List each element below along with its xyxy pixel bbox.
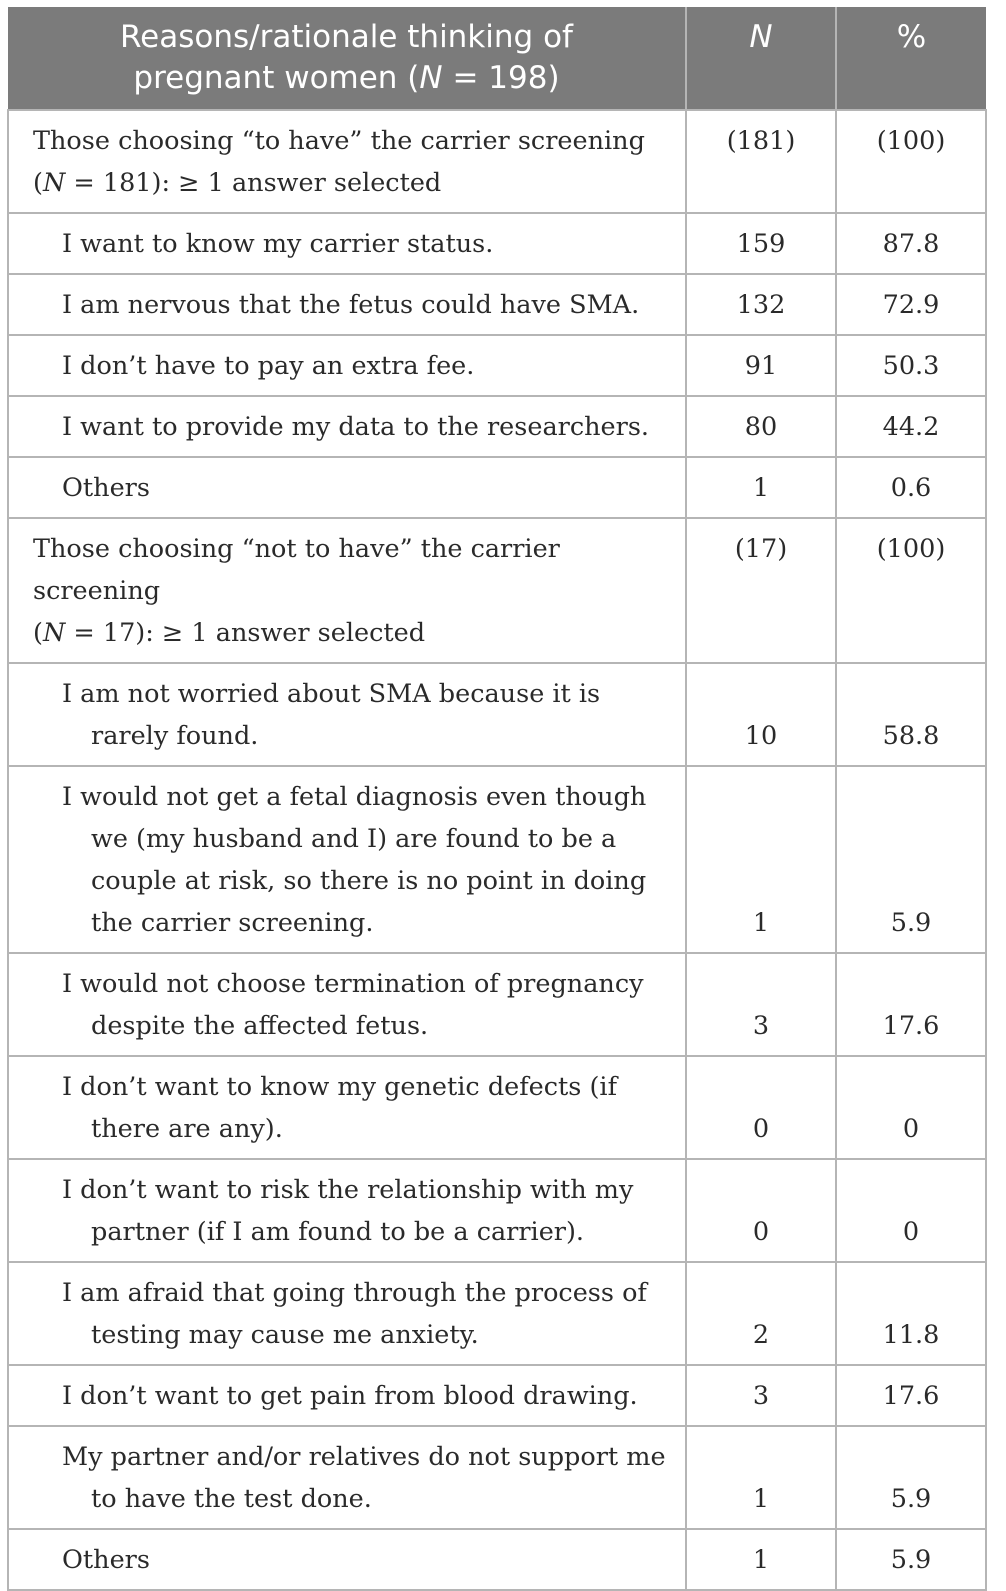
n-value: 1 xyxy=(686,1426,836,1529)
table-body xyxy=(8,110,986,1590)
header-reasons xyxy=(8,7,686,110)
percent-value: 5.9 xyxy=(836,1529,986,1590)
n-value: 10 xyxy=(686,663,836,766)
reason-text: I would not choose termination of pregnancy despite the affected fetus. xyxy=(62,969,644,1041)
reason-text: I would not get a fetal diagnosis even though we (my husband and I) are found to be a couple at risk, so there is no point in doing the carrier screening. xyxy=(62,782,647,938)
reason-cell xyxy=(8,1426,686,1529)
reason-cell xyxy=(8,1056,686,1159)
group-label xyxy=(8,110,686,213)
n-value: 3 xyxy=(686,1365,836,1426)
header-reasons-line2-prefix: pregnant women ( xyxy=(133,60,420,96)
percent-value: 58.8 xyxy=(836,663,986,766)
reason-text: I don’t want to know my genetic defects (if there are any). xyxy=(62,1072,618,1144)
percent-value: 5.9 xyxy=(836,1426,986,1529)
group-label xyxy=(8,518,686,663)
table-row xyxy=(8,457,986,518)
table-row xyxy=(8,1262,986,1365)
reason-text: I don’t want to risk the relationship with my partner (if I am found to be a carrier). xyxy=(62,1175,634,1247)
reason-text: I am afraid that going through the process of testing may cause me anxiety. xyxy=(62,1278,647,1350)
reason-cell xyxy=(8,396,686,457)
reason-text: I don’t want to get pain from blood drawing. xyxy=(62,1381,638,1411)
group-label-line1: Those choosing “not to have” the carrier screening xyxy=(33,534,560,606)
reason-cell xyxy=(8,1159,686,1262)
n-value: 1 xyxy=(686,457,836,518)
percent-value: 0 xyxy=(836,1159,986,1262)
reason-text: I am nervous that the fetus could have SMA. xyxy=(62,290,640,320)
group-label-line2-suffix: = 181): ≥ 1 answer selected xyxy=(65,168,442,198)
reason-cell xyxy=(8,1365,686,1426)
n-value: 159 xyxy=(686,213,836,274)
n-value: 132 xyxy=(686,274,836,335)
reason-text: My partner and/or relatives do not support me to have the test done. xyxy=(62,1442,666,1514)
table-row xyxy=(8,953,986,1056)
table-row xyxy=(8,1365,986,1426)
header-reasons-line2-italic: N xyxy=(419,60,443,96)
table-row xyxy=(8,335,986,396)
reason-cell xyxy=(8,213,686,274)
reason-cell xyxy=(8,1529,686,1590)
table-row xyxy=(8,766,986,953)
header-row xyxy=(8,7,986,110)
percent-value: 17.6 xyxy=(836,953,986,1056)
percent-value: 5.9 xyxy=(836,766,986,953)
percent-value: 50.3 xyxy=(836,335,986,396)
reason-cell xyxy=(8,663,686,766)
table-row xyxy=(8,213,986,274)
reasons-table xyxy=(7,7,987,1591)
percent-value: 17.6 xyxy=(836,1365,986,1426)
n-value: 80 xyxy=(686,396,836,457)
percent-value: 87.8 xyxy=(836,213,986,274)
group-label-line2-italic: N xyxy=(42,618,66,648)
header-percent: % xyxy=(836,7,986,110)
group-n: (181) xyxy=(686,110,836,213)
reason-text: I want to know my carrier status. xyxy=(62,229,494,259)
n-value: 0 xyxy=(686,1056,836,1159)
reason-text: Others xyxy=(62,1545,150,1575)
group-row xyxy=(8,110,986,213)
group-label-line2-prefix: ( xyxy=(33,618,43,648)
reason-text: I don’t have to pay an extra fee. xyxy=(62,351,475,381)
reason-text: I want to provide my data to the researchers. xyxy=(62,412,650,442)
reason-cell xyxy=(8,335,686,396)
group-label-line2-prefix: ( xyxy=(33,168,43,198)
n-value: 2 xyxy=(686,1262,836,1365)
table-row xyxy=(8,663,986,766)
percent-value: 0 xyxy=(836,1056,986,1159)
percent-value: 72.9 xyxy=(836,274,986,335)
reason-cell xyxy=(8,457,686,518)
header-reasons-line1: Reasons/rationale thinking of xyxy=(120,19,573,55)
reason-cell xyxy=(8,274,686,335)
header-n: N xyxy=(686,7,836,110)
n-value: 0 xyxy=(686,1159,836,1262)
n-value: 1 xyxy=(686,766,836,953)
table-row xyxy=(8,1056,986,1159)
group-percent: (100) xyxy=(836,110,986,213)
n-value: 1 xyxy=(686,1529,836,1590)
percent-value: 44.2 xyxy=(836,396,986,457)
table-row xyxy=(8,396,986,457)
reason-text: Others xyxy=(62,473,150,503)
group-label-line1: Those choosing “to have” the carrier screening xyxy=(33,126,645,156)
percent-value: 11.8 xyxy=(836,1262,986,1365)
group-row xyxy=(8,518,986,663)
percent-value: 0.6 xyxy=(836,457,986,518)
table-row xyxy=(8,1159,986,1262)
n-value: 91 xyxy=(686,335,836,396)
n-value: 3 xyxy=(686,953,836,1056)
header-reasons-line2-suffix: = 198) xyxy=(442,60,560,96)
group-n: (17) xyxy=(686,518,836,663)
reason-cell xyxy=(8,1262,686,1365)
table-row xyxy=(8,1529,986,1590)
table-row xyxy=(8,274,986,335)
group-label-line2-italic: N xyxy=(42,168,66,198)
table-row xyxy=(8,1426,986,1529)
reason-cell xyxy=(8,953,686,1056)
group-label-line2-suffix: = 17): ≥ 1 answer selected xyxy=(65,618,426,648)
reason-cell xyxy=(8,766,686,953)
group-percent: (100) xyxy=(836,518,986,663)
reason-text: I am not worried about SMA because it is rarely found. xyxy=(62,679,601,751)
